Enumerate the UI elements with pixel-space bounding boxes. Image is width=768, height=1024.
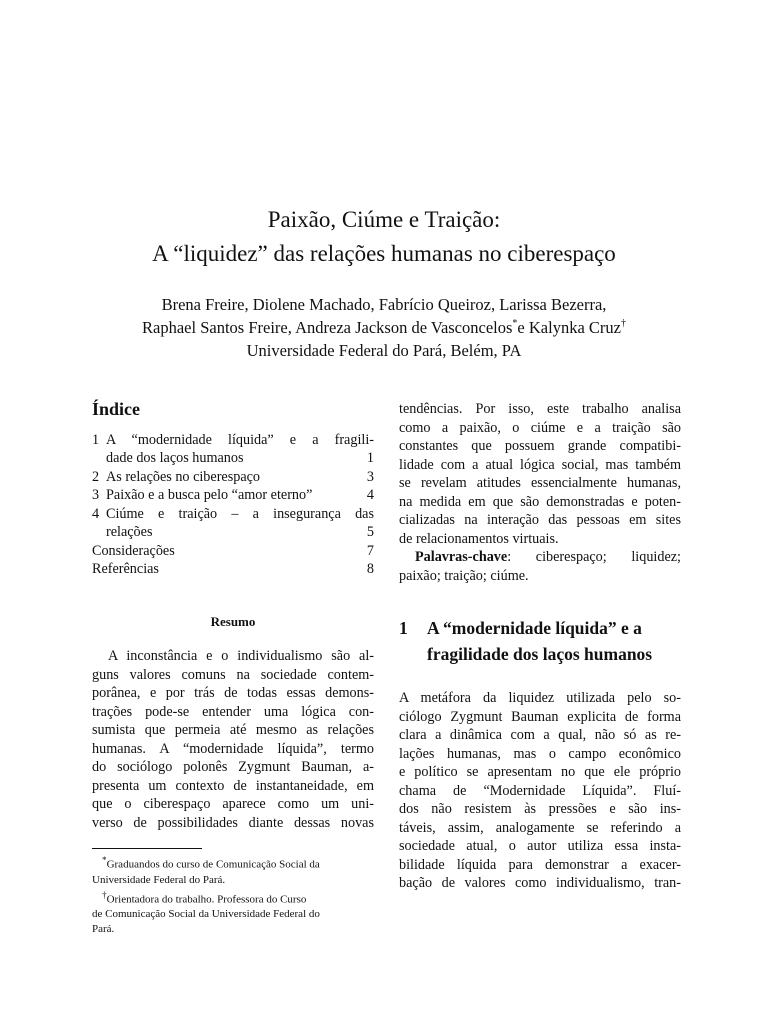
- body-line: bilidade líquida para demonstrar a exacer-: [399, 856, 681, 873]
- affiliation: Universidade Federal do Pará, Belém, PA: [246, 341, 522, 360]
- toc-entry-number: 2: [92, 468, 100, 485]
- footnote-2-line-2: de Comunicação Social da Universidade Federal do: [92, 908, 320, 921]
- footnote-1-line-2: Universidade Federal do Pará.: [92, 873, 226, 886]
- toc-entry-title: Considerações: [92, 542, 175, 559]
- abstract-line: como a paixão, o ciúme e a traição são: [399, 419, 681, 436]
- keywords: [399, 548, 681, 585]
- toc-heading: Índice: [92, 399, 141, 419]
- keywords-line-2: paixão; traição; ciúme.: [399, 567, 529, 584]
- toc-entry-page: 4: [366, 487, 374, 503]
- footnote-mark-1: *: [512, 318, 518, 329]
- abstract-line: de relacionamentos virtuais.: [399, 530, 559, 547]
- toc-entry-4[interactable]: [92, 505, 374, 524]
- toc-entry-title: Referências: [92, 561, 159, 577]
- abstract-line: constantes que possuem grande compatibi-: [399, 438, 681, 454]
- toc-entry-title: Paixão e a busca pelo “amor eterno”: [106, 487, 313, 503]
- footnote-2-text: Orientadora do trabalho. Professora do Curso: [106, 893, 307, 906]
- title-line-2: A “liquidez” das relações humanas no ciberespaço: [152, 241, 616, 266]
- authors-line-2a: Raphael Santos Freire, Andreza Jackson de Vasconcelos: [142, 318, 513, 337]
- section-number: 1: [399, 618, 408, 638]
- footnote-1: [92, 853, 374, 873]
- footnote-1-mark: *: [102, 855, 107, 865]
- abstract-line: humanas. A “modernidade líquida”, termo: [92, 740, 374, 757]
- abstract-line: sumista que permeia até mesmo as relações: [92, 722, 374, 738]
- keywords-line-1: [399, 548, 681, 567]
- authors-line-1: Brena Freire, Diolene Machado, Fabrício Queiroz, Larissa Bezerra,: [161, 295, 607, 314]
- toc-entry-number: 1: [92, 431, 100, 448]
- author-block: [0, 293, 768, 362]
- toc-entry-title: Ciúme e traição – a insegurança das: [106, 505, 374, 522]
- section-1-body: [399, 689, 681, 893]
- abstract-line: guns valores comuns na sociedade contem-: [92, 666, 374, 683]
- body-line: bação de valores como individualismo, tran-: [399, 875, 681, 891]
- title-line-1: Paixão, Ciúme e Traição:: [267, 207, 501, 232]
- body-line: dos não resistem às pressões e são ins-: [399, 801, 681, 817]
- body-line: e político se apresentam no que ele próprio: [399, 764, 681, 780]
- abstract-line: do sociólogo polonês Zygmunt Bauman, a-: [92, 759, 374, 775]
- toc-entry-1[interactable]: [92, 431, 374, 450]
- footnote-mark-2: †: [620, 318, 626, 329]
- body-line: táveis, assim, analogamente se referindo a: [399, 819, 681, 836]
- toc-entry-3[interactable]: [92, 486, 374, 505]
- abstract-line: tendências. Por isso, este trabalho analisa: [399, 401, 681, 417]
- abstract-line: A inconstância e o individualismo são al-: [108, 648, 374, 664]
- toc-list: [92, 431, 374, 579]
- abstract-line: que o ciberespaço aparece como um uni-: [92, 796, 374, 812]
- footnote-2-mark: †: [102, 889, 107, 900]
- body-line: clara a dinâmica com a qual, não só as re-: [399, 727, 681, 743]
- body-line: A metáfora da liquidez utilizada pelo so-: [399, 690, 681, 706]
- toc-entry-2[interactable]: [92, 468, 374, 487]
- footnote-1-text: Graduandos do curso de Comunicação Social da: [106, 858, 320, 871]
- toc-entry-referencias[interactable]: [92, 560, 374, 579]
- section-title-line-1: A “modernidade líquida” e a: [427, 618, 642, 638]
- body-line: ciólogo Zygmunt Bauman explicita de forma: [399, 708, 681, 725]
- abstract-heading: Resumo: [210, 613, 256, 629]
- abstract-line: lidade com a atual lógica social, mas também: [399, 456, 681, 473]
- section-1-heading: [399, 615, 681, 667]
- toc-entry-4-cont[interactable]: [92, 523, 374, 542]
- body-line: chama de “Modernidade Líquida”. Fluí-: [399, 782, 681, 799]
- toc-entry-page: 3: [366, 468, 374, 485]
- abstract-body: [92, 647, 374, 832]
- toc-entry-title-cont: relações: [106, 524, 153, 540]
- right-column: [399, 400, 681, 893]
- abstract-line: se revelam atitudes essencialmente humanas,: [399, 475, 681, 491]
- toc-entry-page: 8: [366, 561, 374, 577]
- toc-entry-title: A “modernidade líquida” e a fragili-: [106, 431, 374, 448]
- authors-line-2b: e Kalynka Cruz: [517, 318, 621, 337]
- body-line: lações humanas, mas o campo econômico: [399, 745, 681, 762]
- footnote-2-line-3: Pará.: [92, 923, 115, 936]
- toc-entry-page: 7: [366, 542, 374, 559]
- left-column: [92, 400, 374, 832]
- toc-entry-number: 3: [92, 487, 100, 503]
- footnote-2: [92, 888, 374, 908]
- section-title-line-2: fragilidade dos laços humanos: [427, 644, 653, 664]
- keywords-list-1: : ciberespaço; liquidez;: [507, 549, 681, 565]
- toc-entry-1-cont[interactable]: [92, 449, 374, 468]
- authors-line-2: [0, 316, 768, 339]
- toc-entry-title-cont: dade dos laços humanos: [106, 450, 244, 466]
- footnotes: [92, 849, 374, 937]
- toc-entry-title: As relações no ciberespaço: [106, 468, 261, 485]
- paper-title: [0, 203, 768, 271]
- toc-entry-consideracoes[interactable]: [92, 542, 374, 561]
- abstract-line: trações pode-se entender uma lógica con-: [92, 703, 374, 720]
- abstract-line: na medida em que são demonstradas e poten-: [399, 493, 681, 510]
- abstract-line: presenta um contexto de instantaneidade, em: [92, 777, 374, 794]
- toc-entry-page: 5: [366, 524, 374, 540]
- toc-entry-number: 4: [92, 505, 100, 522]
- keywords-label: Palavras-chave: [415, 549, 508, 565]
- abstract-line: verso de possibilidades diante dessas novas: [92, 814, 374, 831]
- toc-entry-page: 1: [366, 450, 374, 466]
- abstract-continuation: [399, 400, 681, 548]
- abstract-line: cializadas na interação das pessoas em sites: [399, 512, 681, 528]
- body-line: sociedade atual, o autor utiliza essa insta-: [399, 838, 681, 854]
- abstract-line: porânea, e por trás de todas essas demons-: [92, 685, 374, 701]
